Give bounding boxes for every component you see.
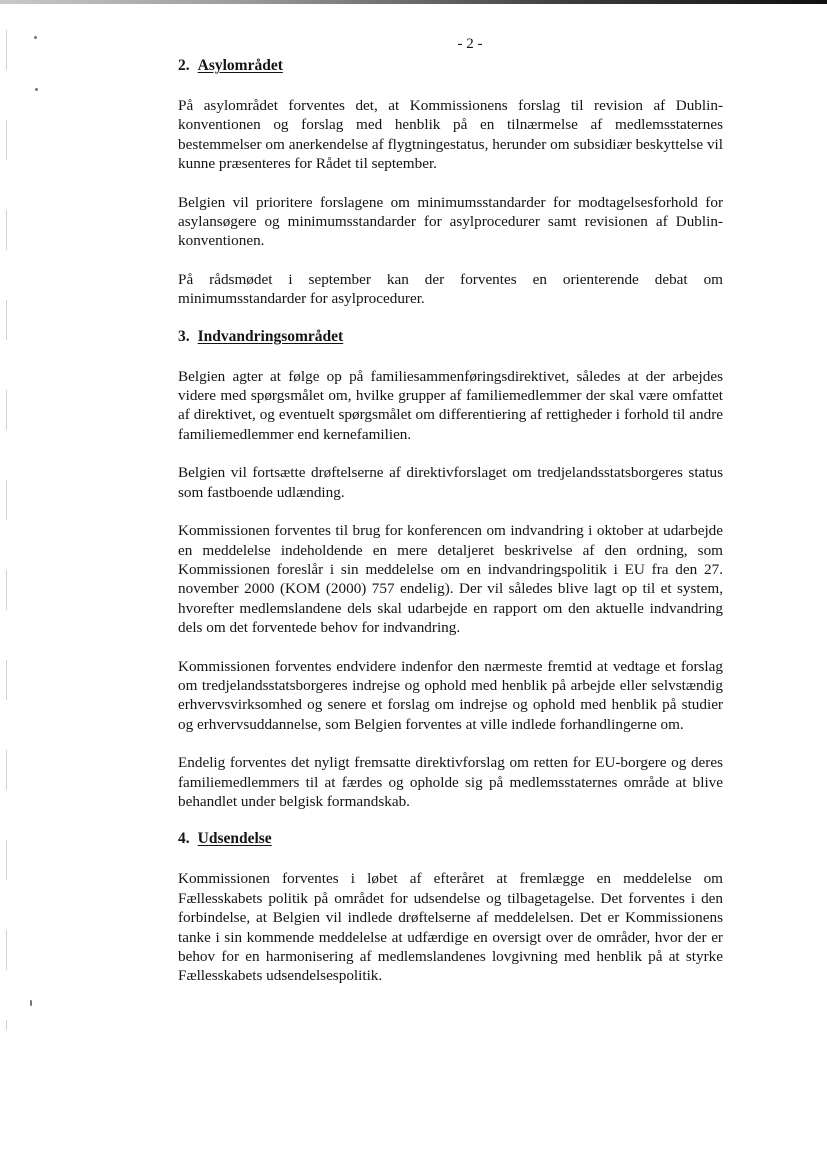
- scan-speck: [35, 88, 38, 91]
- section-title: Indvandringsområdet: [197, 327, 344, 345]
- paragraph: Kommissionen forventes endvidere indenfor den nærmeste fremtid at vedtage et forslag om tredjelandsstatsborgeres indrejse og ophold med henblik på arbejde eller selvstændig erhvervsvirksomhed og senere et forslag om indrejse og ophold med henblik på studier og erhvervsuddannelse, som Belgien forventes at ville indlede forhandlingerne om.: [178, 657, 723, 733]
- section-number: 4.: [178, 830, 190, 848]
- paragraph: Belgien vil prioritere forslagene om minimumsstandarder for modtagelsesforhold for asylansøgere og minimumsstandarder for asylprocedurer samt revisionen af Dublin-konventionen.: [178, 193, 723, 250]
- section-heading-udsendelse: [178, 829, 723, 849]
- document-body: [178, 56, 723, 986]
- paragraph: Belgien agter at følge op på familiesammenføringsdirektivet, således at der arbejdes videre med spørgsmålet om, hvilke grupper af familiemedlemmer der skal være omfattet af direktivet, og eventuelt spørgsmålet om differentiering af rettigheder i forhold til andre familiemedlemmer end kernefamilien.: [178, 367, 723, 443]
- section-title: Udsendelse: [197, 830, 272, 848]
- paragraph: Kommissionen forventes til brug for konferencen om indvandring i oktober at udarbejde en meddelelse indeholdende en mere detaljeret beskrivelse af den ordning, som Kommissionen foreslår i sin meddelelse om en indvandringspolitik i EU fra den 27. november 2000 (KOM (2000) 757 endelig). Der vil således blive lagt op til et system, hvorefter medlemslandene dels skal udarbejde en rapport om den aktuelle indvandring dels om det forventede behov for indvandring.: [178, 522, 723, 637]
- paragraph: Endelig forventes det nyligt fremsatte direktivforslag om retten for EU-borgere og deres familiemedlemmers til at færdes og opholde sig på medlemsstaternes område at blive behandlet under belgisk formandskab.: [178, 754, 723, 810]
- scan-top-border: [0, 0, 827, 4]
- section-title: Asylområdet: [197, 57, 283, 74]
- paragraph: På asylområdet forventes det, at Kommissionens forslag til revision af Dublin-konventionen og forslag med henblik på en tilnærmelse af medlemsstaternes bestemmelser om anerkendelse af flygtningestatus, herunder om subsidiær beskyttelse vil kunne præsenteres for Rådet til september.: [178, 97, 723, 173]
- section-heading-indvandring: [178, 327, 723, 347]
- scan-speck: [34, 36, 37, 39]
- paragraph: På rådsmødet i september kan der forventes en orienterende debat om minimumsstandarder for asylprocedurer.: [178, 270, 723, 308]
- section-number: 2.: [178, 57, 190, 74]
- page-number: - 2 -: [457, 36, 483, 52]
- scan-speck: [30, 1000, 32, 1006]
- paragraph: Belgien vil fortsætte drøftelserne af direktivforslaget om tredjelandsstatsborgeres status som fastboende udlænding.: [178, 464, 723, 501]
- scan-left-edge: [6, 30, 7, 1030]
- paragraph: Kommissionen forventes i løbet af efteråret at fremlægge en meddelelse om Fællesskabets politik på området for udsendelse og tilbagetagelse. Det forventes i den forbindelse, at Belgien vil indlede drøftelserne af meddelelsen. Det er Kommissionens tanke i sin kommende meddelelse at udfærdige en oversigt over de områder, hvor der er behov for en harmonisering af medlemslandenes lovgivning med henblik på at styrke Fællesskabets udsendelsespolitik.: [178, 870, 723, 985]
- section-number: 3.: [178, 327, 190, 345]
- section-heading-asyl: [178, 56, 723, 76]
